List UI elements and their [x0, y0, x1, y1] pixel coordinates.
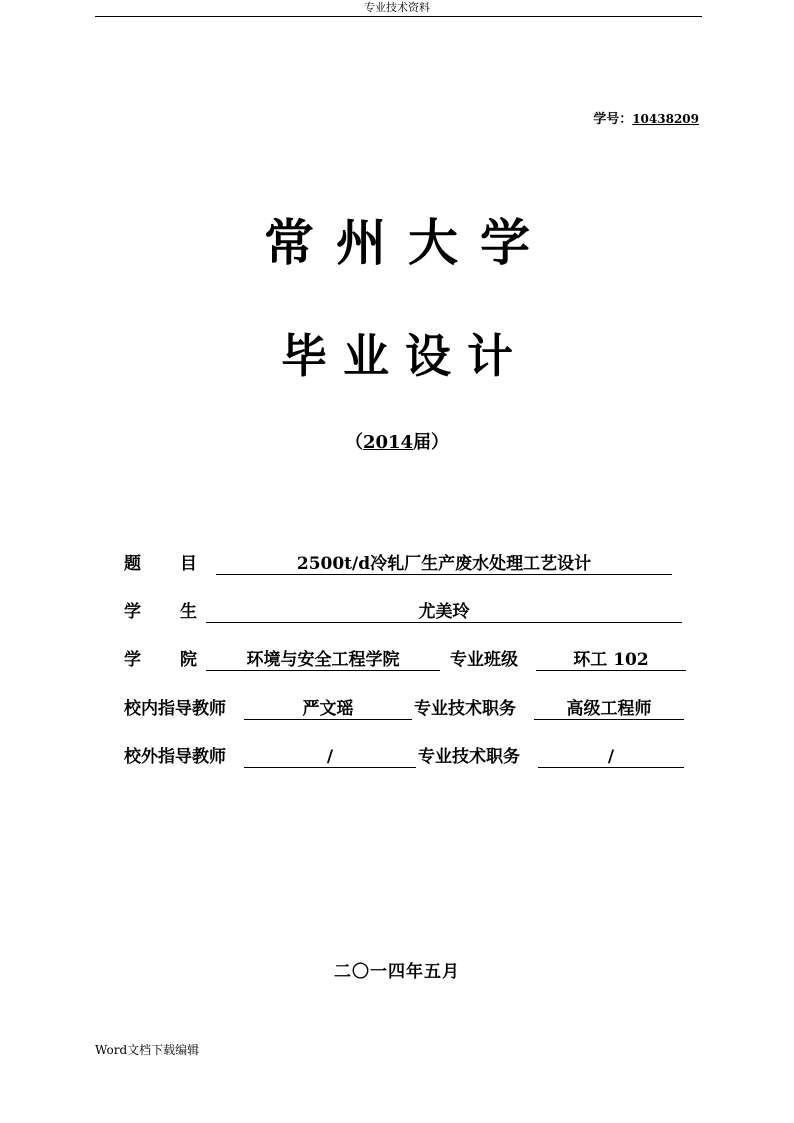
class-value: 环工 102: [573, 650, 649, 670]
college-label-char2: 院: [180, 650, 197, 670]
student-underline: [206, 622, 682, 623]
student-label-char1: 学: [124, 602, 141, 622]
inner-advisor-value: 严文瑶: [302, 699, 354, 719]
page-footer: Word文档下载编辑: [95, 1043, 200, 1057]
header-divider: [95, 16, 702, 17]
class-underline: [536, 670, 686, 671]
university-name: 常州大学: [264, 214, 552, 272]
title-underline: [216, 574, 672, 575]
college-label-char1: 学: [124, 650, 141, 670]
title-label-char2: 目: [180, 554, 197, 574]
outer-advisor-underline: [244, 767, 416, 768]
year-value: 2014: [362, 432, 414, 453]
outer-advisor-label: 校外指导教师: [124, 747, 226, 767]
year-open-paren: （: [344, 432, 363, 453]
inner-advisor-underline: [244, 719, 412, 720]
inner-title-underline: [534, 719, 684, 720]
inner-title-value: 高级工程师: [566, 699, 652, 719]
title-label-char1: 题: [124, 554, 141, 574]
student-label-char2: 生: [180, 602, 197, 622]
outer-title-underline: [538, 767, 684, 768]
class-label: 专业班级: [450, 650, 518, 670]
outer-advisor-value: /: [326, 747, 334, 767]
student-id-label: 学号：: [593, 112, 633, 127]
student-id: [593, 108, 699, 127]
document-type: 毕业设计: [281, 329, 529, 383]
college-value: 环境与安全工程学院: [246, 650, 400, 670]
inner-advisor-label: 校内指导教师: [124, 699, 226, 719]
outer-title-label: 专业技术职务: [418, 747, 520, 767]
student-id-value: 10438209: [632, 112, 699, 126]
college-underline: [206, 670, 440, 671]
page-header: 专业技术资料: [364, 1, 430, 14]
student-value: 尤美玲: [418, 602, 470, 622]
title-value: 2500t/d冷轧厂生产废水处理工艺设计: [296, 554, 592, 574]
document-date: 二〇一四年五月: [334, 962, 460, 982]
inner-title-label: 专业技术职务: [414, 699, 516, 719]
year-suffix: 届）: [413, 432, 450, 453]
graduation-year: [0, 428, 794, 454]
outer-title-value: /: [607, 747, 615, 767]
